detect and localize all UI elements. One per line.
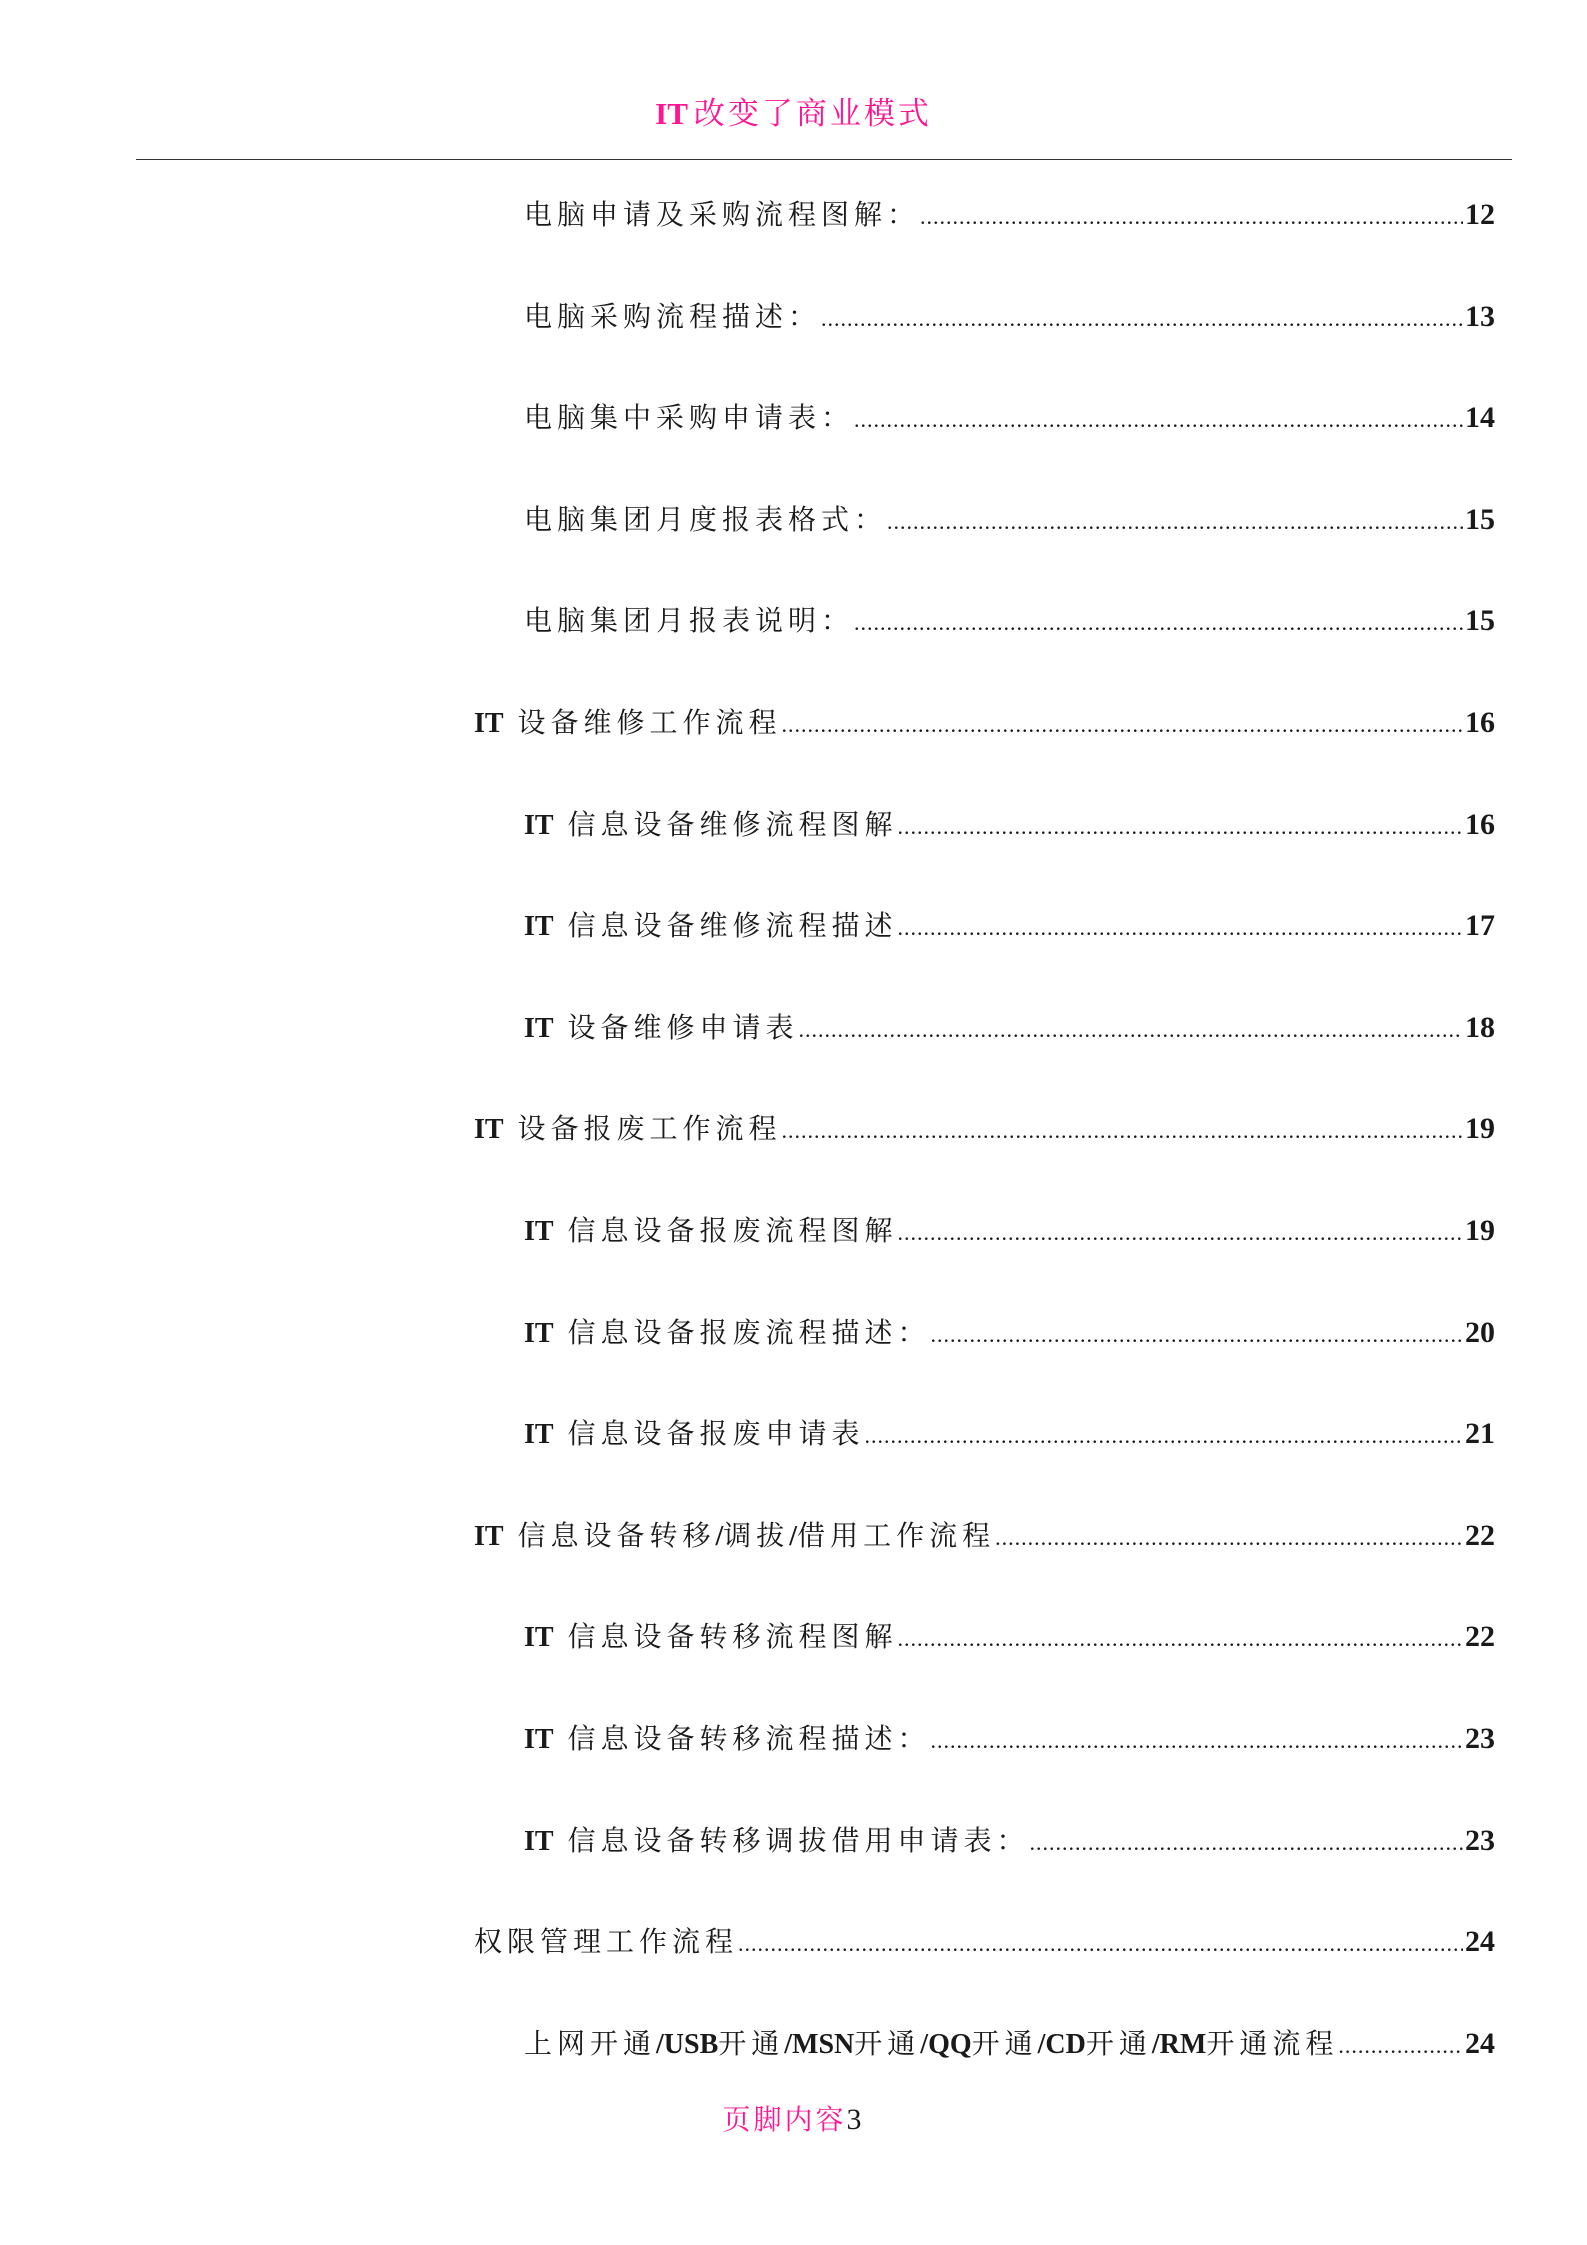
toc-entry-title: IT 设备维修申请表 — [524, 1010, 799, 1044]
page-footer — [0, 2098, 1587, 2138]
toc-entry-subsection[interactable] — [524, 1311, 1495, 1351]
toc-entry-prefix: IT — [524, 911, 554, 943]
toc-dot-leader — [738, 1931, 1463, 1957]
toc-entry-section[interactable] — [474, 1107, 1495, 1147]
toc-entry-subsection[interactable] — [524, 1412, 1495, 1452]
toc-page-number: 20 — [1465, 1315, 1495, 1349]
toc-entry-title: 电脑集中采购申请表： — [524, 401, 855, 435]
toc-entry-title: 权限管理工作流程 — [474, 1925, 739, 1959]
toc-page-number: 23 — [1465, 1823, 1495, 1857]
toc-entry-section[interactable] — [474, 1920, 1495, 1960]
toc-entry-subsection[interactable] — [524, 295, 1495, 335]
toc-entry-subsection[interactable] — [524, 498, 1495, 538]
toc-entry-subsection[interactable] — [524, 396, 1495, 436]
toc-entry-title: 电脑集团月报表说明： — [524, 604, 855, 638]
toc-entry-prefix: IT — [474, 708, 504, 739]
toc-page-number: 13 — [1465, 299, 1495, 333]
toc-entry-title: IT 设备报废工作流程 — [474, 1112, 782, 1146]
toc-entry-prefix: IT — [524, 1825, 554, 1857]
toc-page-number: 24 — [1465, 1925, 1495, 1959]
toc-dot-leader — [821, 306, 1463, 332]
toc-entry-title: IT 信息设备转移调拔借用申请表： — [524, 1823, 1030, 1857]
toc-dot-leader — [1030, 1830, 1464, 1856]
toc-dot-leader — [782, 1118, 1464, 1144]
toc-entry-title: IT 信息设备转移流程图解 — [524, 1620, 898, 1654]
toc-entry-prefix: IT — [524, 1419, 554, 1451]
toc-entry-title: IT 信息设备维修流程图解 — [524, 807, 898, 841]
toc-dot-leader — [898, 1626, 1464, 1652]
toc-entry-subsection[interactable] — [524, 193, 1495, 233]
toc-entry-title: IT 信息设备转移流程描述： — [524, 1722, 931, 1755]
toc-page-number: 18 — [1465, 1010, 1495, 1044]
toc-dot-leader — [887, 509, 1463, 535]
toc-dot-leader — [931, 1728, 1464, 1754]
toc-entry-prefix: IT — [524, 1622, 554, 1654]
toc-entry-section[interactable] — [474, 701, 1495, 741]
toc-entry-prefix: IT — [524, 1317, 554, 1349]
toc-entry-title: IT 信息设备维修流程描述 — [524, 909, 898, 943]
toc-dot-leader — [898, 915, 1464, 941]
toc-entry-subsection[interactable] — [524, 1209, 1495, 1249]
toc-entry-prefix: IT — [474, 1114, 504, 1146]
toc-dot-leader — [854, 407, 1463, 433]
toc-entry-prefix: IT — [524, 1012, 554, 1044]
toc-entry-subsection[interactable] — [524, 1615, 1495, 1655]
toc-page-number: 16 — [1465, 807, 1495, 841]
toc-dot-leader — [920, 204, 1463, 230]
toc-page-number: 14 — [1465, 401, 1495, 435]
toc-page-number: 24 — [1465, 2026, 1495, 2060]
toc-entry-subsection[interactable] — [524, 599, 1495, 639]
toc-page-number: 21 — [1465, 1417, 1495, 1451]
toc-dot-leader — [1338, 2033, 1463, 2059]
toc-page-number: 22 — [1465, 1518, 1495, 1552]
toc-entry-title: IT 信息设备转移/调拔/借用工作流程 — [474, 1518, 996, 1552]
toc-entry-title: IT 信息设备报废申请表 — [524, 1417, 865, 1451]
toc-page-number: 12 — [1465, 198, 1495, 231]
footer-label: 页脚内容 — [722, 2103, 847, 2136]
toc-entry-section[interactable] — [474, 1514, 1495, 1554]
toc-dot-leader — [898, 1220, 1464, 1246]
toc-entry-subsection[interactable] — [524, 2022, 1495, 2062]
toc-entry-title: IT 信息设备报废流程描述： — [524, 1315, 931, 1349]
toc-entry-title: 电脑集团月度报表格式： — [524, 502, 888, 536]
toc-page-number: 19 — [1465, 1112, 1495, 1146]
toc-dot-leader — [898, 814, 1464, 840]
toc-entry-subsection[interactable] — [524, 803, 1495, 843]
toc-page-number: 23 — [1465, 1722, 1495, 1755]
footer-page-number: 3 — [846, 2103, 865, 2136]
header-title: 改变了商业模式 — [693, 96, 932, 132]
toc-entry-subsection[interactable] — [524, 904, 1495, 944]
toc-dot-leader — [854, 610, 1463, 636]
toc-dot-leader — [799, 1017, 1464, 1043]
toc-entry-prefix: IT — [524, 1216, 554, 1247]
toc-page-number: 17 — [1465, 909, 1495, 943]
toc-dot-leader — [995, 1525, 1463, 1551]
toc-page-number: 19 — [1465, 1214, 1495, 1247]
toc-entry-title: 上网开通/USB开通/MSN开通/QQ开通/CD开通/RM开通流程 — [524, 2026, 1339, 2060]
toc-page-number: 15 — [1465, 502, 1495, 536]
toc-dot-leader — [931, 1322, 1464, 1348]
toc-entry-prefix: IT — [524, 1724, 554, 1755]
toc-page-number: 15 — [1465, 604, 1495, 638]
toc-entry-title: IT 设备维修工作流程 — [474, 706, 782, 739]
toc-dot-leader — [865, 1423, 1464, 1449]
toc-entry-title: 电脑申请及采购流程图解： — [524, 198, 921, 231]
toc-dot-leader — [782, 712, 1464, 738]
toc-entry-title: 电脑采购流程描述： — [524, 299, 822, 333]
toc-entry-subsection[interactable] — [524, 1819, 1495, 1859]
toc-entry-title: IT 信息设备报废流程图解 — [524, 1214, 898, 1247]
toc-entry-prefix: IT — [524, 809, 554, 841]
toc-entry-prefix: IT — [474, 1520, 504, 1552]
toc-page-number: 22 — [1465, 1620, 1495, 1654]
toc-page-number: 16 — [1465, 706, 1495, 739]
toc-entry-subsection[interactable] — [524, 1717, 1495, 1757]
header-it-label: IT — [655, 96, 688, 131]
toc-entry-subsection[interactable] — [524, 1006, 1495, 1046]
